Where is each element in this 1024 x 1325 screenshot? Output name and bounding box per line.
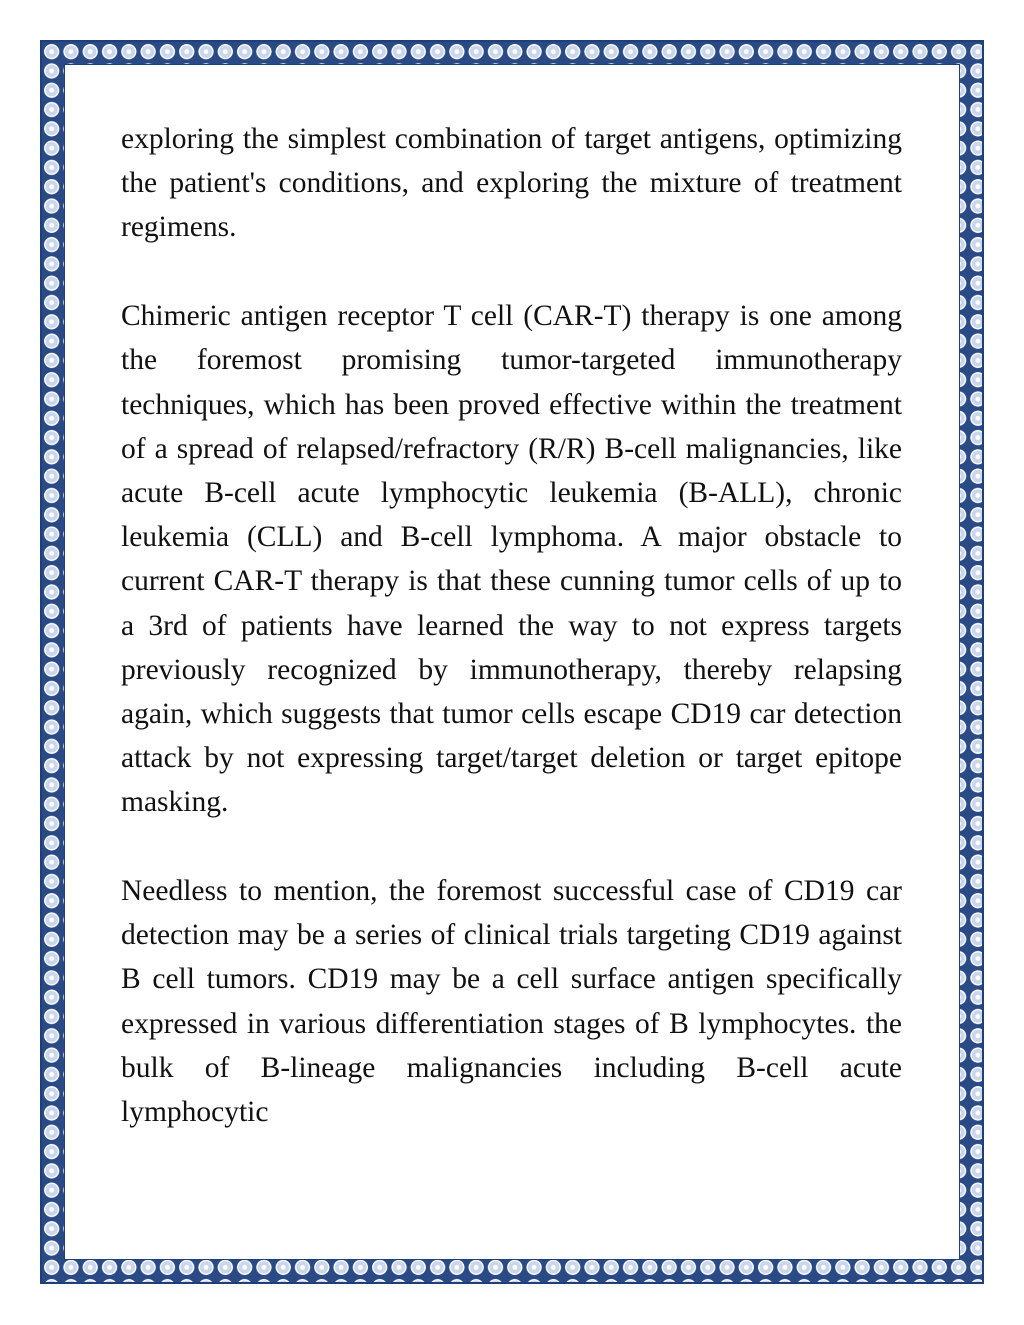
paragraph-3: Needless to mention, the foremost successful case of CD19 car detection may be a series of clinical trials targeting CD19 against B cell tumors. CD19 may be a cell surface antigen specifically expressed in various differentiation stages of B lymphocytes. the bulk of B-lineage malignancies including B-cell acute lymphocytic (121, 875, 902, 1129)
paragraph-2: Chimeric antigen receptor T cell (CAR-T) therapy is one among the foremost promising tumor-targeted immunotherapy techniques, which has been proved effective within the treatment of a spread of relapsed/refractory (R/R) B-cell malignancies, like acute B-cell acute lymphocytic leukemia (B-ALL), chronic leukemia (CLL) and B-cell lymphoma. A major obstacle to current CAR-T therapy is that these cunning tumor cells of up to a 3rd of patients have learned the way to not express targets previously recognized by immunotherapy, thereby relapsing again, which suggests that tumor cells escape CD19 car detection attack by not expressing target/target deletion or target epitope masking. (121, 300, 902, 819)
paragraph-1: exploring the simplest combination of target antigens, optimizing the patient's conditions, and exploring the mixture of treatment regimens. (121, 123, 902, 244)
document-content (121, 117, 902, 1179)
